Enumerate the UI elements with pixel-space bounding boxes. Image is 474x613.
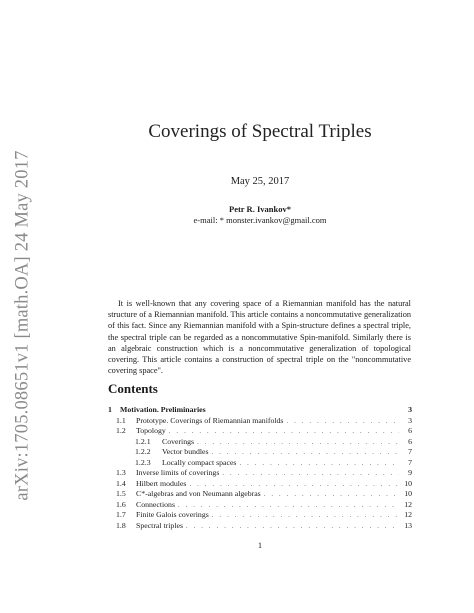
toc-entry-number: 1.6 — [116, 499, 126, 509]
toc-entry[interactable] — [108, 468, 412, 479]
toc-entry-page: 10 — [404, 489, 412, 498]
toc-entry-page: 12 — [404, 499, 412, 509]
toc-entry-number: 1.1 — [116, 415, 126, 425]
toc-entry[interactable] — [108, 489, 412, 500]
author-name: Petr R. Ivankov* — [229, 204, 291, 214]
toc-entry-number: 1.7 — [116, 510, 126, 519]
toc-entry[interactable] — [108, 458, 412, 469]
toc-entry-label: Connections — [136, 499, 175, 509]
abstract: It is well-known that any covering space of a Riemannian manifold has the natural structure of a Riemannian manifold. This article contains a noncommutative generalization of this fact. Since any Riemannian manifold with a Spin-structure defines a spectral triple, the spectral triple can be regarded as a noncommutative Spin-manifold. Similarly there is an algebraic construction which is a noncommutative generalization of topological covering. This article contains a construction of spectral triple on the "noncommutative covering space". — [108, 299, 411, 376]
arxiv-identifier: arXiv:1705.08651v1 [math.OA] 24 May 2017 — [12, 149, 33, 501]
toc-leader-dots — [239, 459, 399, 470]
toc-entry-label: Locally compact spaces — [162, 457, 237, 467]
toc-entry-page: 7 — [408, 457, 412, 467]
toc-entry-label: Coverings — [162, 436, 195, 446]
toc-entry-label: Inverse limits of coverings — [136, 468, 220, 477]
toc-entry[interactable] — [108, 479, 412, 490]
toc-entry[interactable] — [108, 510, 412, 521]
toc-entry-page: 6 — [408, 436, 412, 446]
toc-entry-number: 1.2 — [116, 426, 126, 435]
toc-leader-dots — [169, 427, 399, 438]
toc-entry-number: 1.2.1 — [135, 436, 151, 446]
toc-entry-label: Hilbert modules — [136, 478, 187, 488]
toc-leader-dots — [212, 511, 399, 522]
toc-entry-label: Topology — [136, 426, 166, 435]
arxiv-side-stamp — [8, 110, 38, 540]
toc-entry-page: 10 — [404, 478, 412, 488]
toc-entry-label: Vector bundles — [162, 447, 209, 456]
toc-entry-number: 1.8 — [116, 520, 126, 530]
toc-entry[interactable] — [108, 426, 412, 437]
toc-entry-label: Spectral triples — [136, 520, 183, 530]
toc-leader-dots — [286, 417, 399, 428]
toc-entry[interactable] — [108, 500, 412, 511]
toc-entry-number: 1 — [108, 405, 112, 414]
table-of-contents — [108, 405, 412, 531]
toc-entry-page: 3 — [408, 415, 412, 425]
toc-entry[interactable] — [108, 416, 412, 427]
toc-entry-number: 1.4 — [116, 478, 126, 488]
toc-leader-dots — [222, 469, 399, 480]
toc-entry-page: 9 — [408, 468, 412, 477]
toc-entry[interactable] — [108, 437, 412, 448]
toc-entry-page: 7 — [408, 447, 412, 456]
toc-entry[interactable] — [108, 405, 412, 416]
toc-leader-dots — [197, 438, 399, 449]
contents-heading: Contents — [108, 381, 158, 396]
toc-entry-page: 3 — [408, 405, 412, 414]
toc-leader-dots — [186, 522, 399, 533]
toc-entry[interactable] — [108, 447, 412, 458]
toc-leader-dots — [178, 501, 399, 512]
toc-entry-page: 12 — [404, 510, 412, 519]
toc-entry-page: 6 — [408, 426, 412, 435]
toc-entry-label: Prototype. Coverings of Riemannian manifolds — [136, 415, 284, 425]
paper-title: Coverings of Spectral Triples — [148, 121, 372, 142]
toc-leader-dots — [212, 448, 399, 459]
toc-entry-number: 1.3 — [116, 468, 126, 477]
toc-entry-number: 1.2.3 — [135, 457, 151, 467]
toc-entry-label: Motivation. Preliminaries — [120, 405, 206, 414]
author-email: e-mail: * monster.ivankov@gmail.com — [193, 215, 327, 225]
toc-entry-number: 1.5 — [116, 489, 126, 498]
toc-entry-label: Finite Galois coverings — [136, 510, 209, 519]
paper-date: May 25, 2017 — [230, 176, 290, 187]
toc-entry[interactable] — [108, 521, 412, 532]
toc-entry-label: C*-algebras and von Neumann algebras — [136, 489, 261, 498]
toc-entry-page: 13 — [404, 520, 412, 530]
toc-entry-number: 1.2.2 — [135, 447, 151, 456]
page-number: 1 — [257, 540, 263, 550]
toc-leader-dots — [264, 490, 399, 501]
